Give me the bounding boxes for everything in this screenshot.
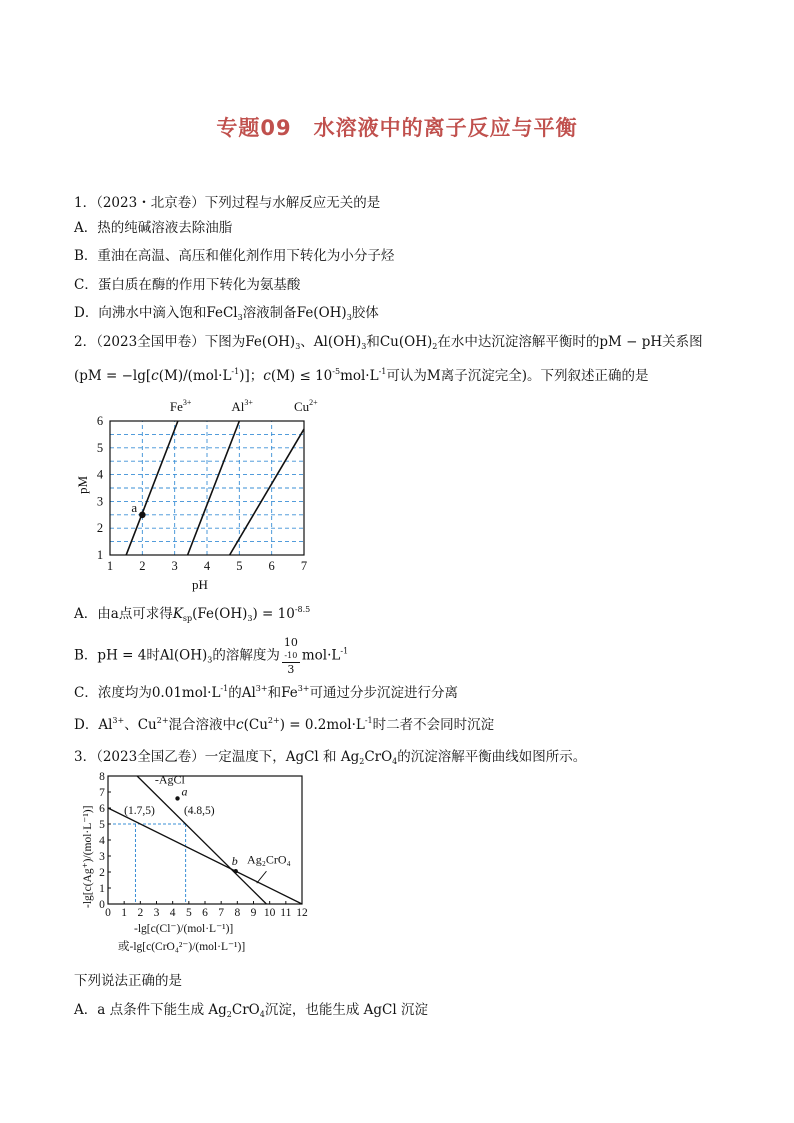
chart1-ytick-label: 2 (96, 521, 104, 536)
q2-option-c: C．浓度均为$0.01mol\cdot L^{-1}$的$Al^{3+}$和$Fe^{3+}$可通过分步沉淀进行分离 (74, 684, 458, 701)
chart1-ylabel: pM (75, 475, 90, 494)
q3-stem: 3．（2023全国乙卷）一定温度下，AgCl 和 $Ag_2CrO_4$的沉淀溶解平衡曲线如图所示。 (74, 749, 587, 766)
page-title: 专题09 水溶液中的离子反应与平衡 (216, 116, 578, 140)
chart1-point-label: a (131, 499, 138, 515)
chart2-guides (108, 824, 186, 904)
chart2-ytick-label: 2 (99, 867, 105, 879)
chart2-point-label-a: a (181, 784, 188, 799)
chart1-series-charge: 3+ (244, 398, 253, 407)
chart1-series-charge: 2+ (309, 398, 318, 407)
chart1-xtick-label: 2 (139, 559, 146, 573)
chart2-xtick-label: 4 (169, 907, 176, 919)
chart2-xtick-label: 7 (218, 907, 225, 919)
chart2-xtick-label: 11 (280, 907, 292, 919)
chart1-grid (110, 421, 304, 555)
chart2-curve-label-leader (257, 871, 267, 883)
q2-option-d: D．$Al^{3+}$、$Cu^{2+}$混合溶液中$c(Cu^{2+}) = 0.2mol\cdot L^{-1}$时二者不会同时沉淀 (74, 716, 495, 733)
chart2-xtick-label: 8 (234, 907, 241, 919)
chart1-ytick-label: 1 (96, 548, 104, 562)
q2-option-a: A．由a点可求得$K_{sp}(Fe(OH)_3) = 10^{-8.5}$ (74, 605, 311, 623)
q1-option-d: D．向沸水中滴入饱和FeCl$_3$溶液制备$Fe(OH)_3$胶体 (74, 305, 379, 322)
chart2-lines (108, 776, 302, 904)
q1-option-a: A．热的纯碱溶液去除油脂 (74, 220, 233, 236)
chart1-ytick-label: 6 (96, 414, 104, 428)
chart2-ticks (99, 771, 308, 919)
chart1-xtick-label: 4 (203, 559, 211, 573)
chart2-ytick-label: 0 (99, 899, 105, 911)
chart2-xtick-label: 9 (250, 907, 257, 919)
q2-stem-definition: ($pM = -\lg[c(M)/(mol\cdot L^{-1})]$；$c(M) \le 10^{-5}mol\cdot L^{-1}$可认为M离子沉淀完全)。下列叙述正确的是 (74, 367, 649, 384)
chart1-ytick-label: 4 (96, 467, 104, 482)
q3-option-a: A．a 点条件下能生成 $Ag_2CrO_4$沉淀，也能生成 AgCl 沉淀 (74, 1002, 428, 1019)
chart2-ytick-label: 1 (99, 883, 105, 895)
chart2-xtick-label: 0 (105, 907, 111, 919)
chart1-point-a (139, 512, 146, 519)
chart1-xtick-label: 3 (171, 559, 178, 573)
chart2-curve-label-agcl: -AgCl (154, 772, 185, 787)
q3-prompt: 下列说法正确的是 (74, 973, 182, 989)
chart2-ytick-label: 5 (99, 819, 105, 831)
chart2-ytick-label: 4 (99, 835, 105, 847)
chart1-series-label-Fe3+: $Fe^{3+}$ (169, 398, 192, 414)
chart2-curve-label-ag2cro4: Ag₂CrO₄ (247, 852, 291, 867)
chart1-ytick-label: 5 (96, 440, 104, 455)
chart1-xtick-label: 7 (300, 559, 308, 573)
chart2-point-label-b: b (231, 854, 238, 869)
ag-solubility-chart (74, 768, 324, 963)
chart1-series-charge: 3+ (182, 398, 192, 407)
chart2-xtick-label: 6 (202, 907, 208, 919)
chart2-ytick-label: 3 (99, 851, 105, 863)
chart1-xtick-label: 1 (106, 559, 114, 573)
chart2-annotation-1: (1.7,5) (124, 805, 155, 817)
q2-stem: 2．（2023全国甲卷）下图为$Fe(OH)_3$、$Al(OH)_3$和$Cu(OH)_2$在水中达沉淀溶解平衡时的pM − pH关系图 (74, 334, 703, 351)
chart1-series-label-Cu2+: $Cu^{2+}$ (294, 398, 318, 414)
chart2-point-a (175, 796, 179, 800)
chart2-xtick-label: 2 (137, 907, 144, 919)
chart2-ytick-label: 6 (99, 803, 105, 815)
chart1-series-label-Al3+: $Al^{3+}$ (231, 398, 253, 414)
chart2-annotation-2: (4.8,5) (183, 805, 215, 817)
chart2-ytick-label: 8 (99, 771, 105, 783)
chart2-ylabel: -lg[c(Ag⁺)/(mol·L⁻¹)] (82, 805, 94, 908)
chart2-frame (108, 776, 302, 904)
chart2-xtick-label: 1 (121, 907, 128, 919)
chart2-series-line-AgCl (137, 776, 266, 904)
q1-stem: 1．（2023・北京卷）下列过程与水解反应无关的是 (74, 195, 381, 211)
chart1-ytick-label: 3 (96, 494, 104, 509)
chart1-xlabel: pH (192, 577, 208, 592)
chart2-xlabel-line2: 或-lg[c(CrO₄²⁻)/(mol·L⁻¹)] (118, 941, 246, 953)
q1-option-c: C．蛋白质在酶的作用下转化为氨基酸 (74, 277, 301, 293)
chart2-xtick-label: 10 (263, 907, 276, 919)
q1-option-b: B．重油在高温、高压和催化剂作用下转化为小分子烃 (74, 248, 395, 264)
chart2-xtick-label: 12 (296, 907, 308, 919)
chart2-xlabel-line1: -lg[c(Cl⁻)/(mol·L⁻¹)] (134, 923, 234, 935)
chart2-xtick-label: 3 (153, 907, 160, 919)
ph-pm-chart (74, 398, 344, 594)
q2-option-b: B．pH = 4时$Al(OH)_3$的溶解度为 10 -10 3 $mol\cdot L^{-1}$ (74, 636, 349, 676)
chart1-xtick-label: 5 (236, 559, 243, 573)
chart2-xtick-label: 5 (185, 907, 192, 919)
chart1-xtick-label: 6 (268, 559, 275, 573)
chart2-ytick-label: 7 (99, 787, 105, 799)
chart2-point-b (234, 869, 238, 873)
